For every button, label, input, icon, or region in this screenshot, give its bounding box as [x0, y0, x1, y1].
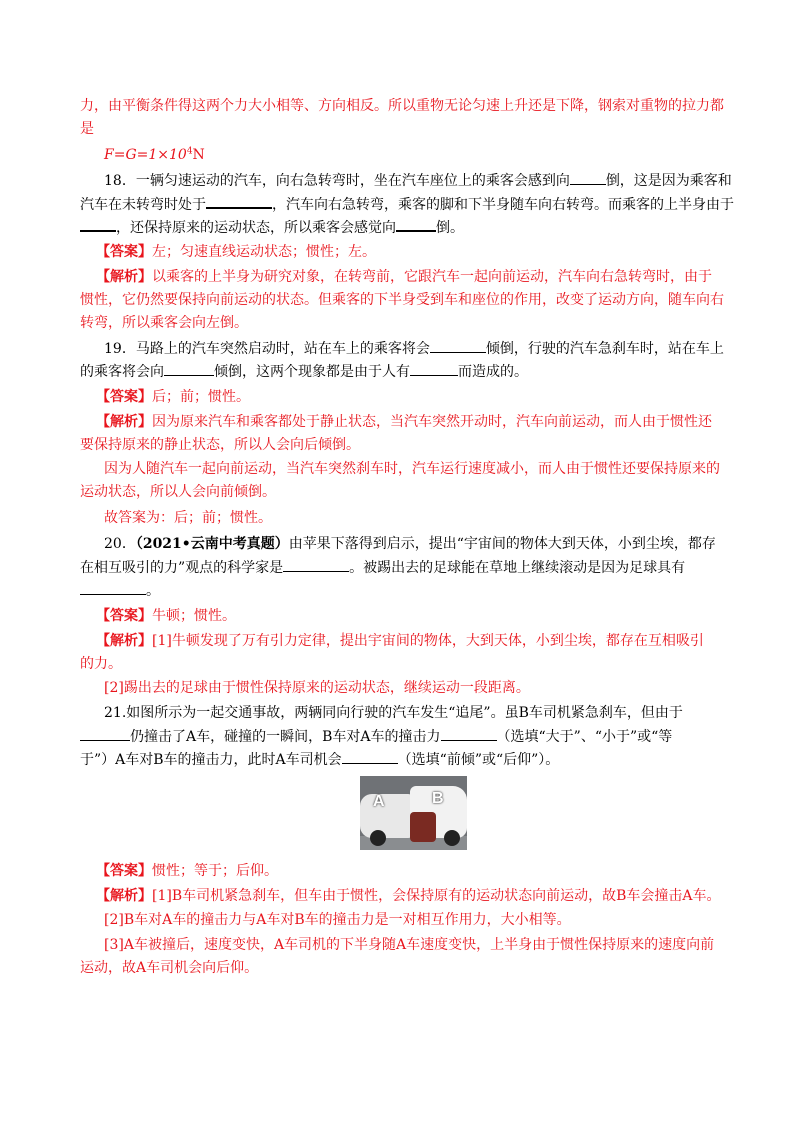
- q19-analysis-line-4: 运动状态，所以人会向前倾倒。: [80, 484, 276, 500]
- q18-answer: 【答案】左；匀速直线运动状态；惯性；左。: [96, 244, 376, 260]
- q17-analysis-line-1: 力，由平衡条件得这两个力大小相等、方向相反。所以重物无论匀速上升还是下降，钢索对重物的拉力都: [80, 98, 724, 114]
- car-a: [360, 794, 414, 838]
- q21-question-line-3: 于”）A车对B车的撞击力，此时A车司机会 （选填“前倾”或“后仰”）。: [80, 749, 559, 770]
- q20-analysis-line-1: 【解析】[1]牛顿发现了万有引力定律，提出宇宙间的物体，大到天体，小到尘埃，都存在互相吸引: [96, 633, 704, 649]
- q20-answer: 【答案】牛顿；惯性。: [96, 608, 236, 624]
- q19-analysis-line-1: 【解析】因为原来汽车和乘客都处于静止状态，当汽车突然开动时，汽车向前运动，而人由于惯性还: [96, 414, 712, 430]
- q17-analysis-line-2: 是: [80, 121, 94, 137]
- q20-blank-1[interactable]: [283, 557, 349, 572]
- q20-blank-2[interactable]: [80, 580, 146, 595]
- q21-analysis-line-2: [2]B车对A车的撞击力与A车对B车的撞击力是一对相互作用力，大小相等。: [104, 912, 571, 928]
- q20-analysis-line-2: 的力。: [80, 656, 122, 672]
- q18-question-line-2: 汽车在未转弯时处于 ，汽车向右急转弯，乘客的脚和下半身随车向右转弯。而乘客的上半身由于: [80, 193, 734, 215]
- q21-blank-1[interactable]: [80, 726, 130, 741]
- q21-analysis-line-3: [3]A车被撞后，速度变快，A车司机的下半身随A车速度变快，上半身由于惯性保持原来的速度向前: [104, 937, 715, 953]
- q19-analysis-line-3: 因为人随汽车一起向前运动，当汽车突然刹车时，汽车运行速度减小，而人由于惯性还要保持原来的: [104, 461, 720, 477]
- q21-question-line-1: 21.如图所示为一起交通事故，两辆同向行驶的汽车发生“追尾”。虽B车司机紧急刹车，但由于: [104, 705, 683, 721]
- q18-blank-2[interactable]: [206, 193, 272, 209]
- q21-analysis-line-4: 运动，故A车司机会向后仰。: [80, 960, 259, 976]
- q20-analysis-line-3: [2]踢出去的足球由于惯性保持原来的运动状态，继续运动一段距离。: [104, 680, 530, 696]
- q17-formula: $F=G=1\times 10^4N$: [104, 146, 205, 163]
- q21-analysis-line-1: 【解析】[1]B车司机紧急刹车，但车由于惯性，会保持原有的运动状态向前运动，故B车会撞击A车。: [96, 888, 721, 904]
- q21-question-line-2: 仍撞击了A车，碰撞的一瞬间，B车对A车的撞击力 （选填“大于”、“小于”或“等: [80, 726, 672, 747]
- q19-blank-2[interactable]: [164, 361, 214, 376]
- q20-question-line-3: 。: [80, 580, 160, 601]
- q20-question-line-2: 在相互吸引的力”观点的科学家是 。被踢出去的足球能在草地上继续滚动是因为足球具有: [80, 557, 685, 578]
- q18-blank-1[interactable]: [570, 170, 606, 185]
- q18-question-line-3: ，还保持原来的运动状态，所以乘客会感觉向 倒。: [80, 216, 464, 238]
- rear-end-collision-photo: [360, 776, 467, 850]
- q19-analysis-line-2: 要保持原来的静止状态，所以人会向后倾倒。: [80, 437, 360, 453]
- q18-analysis-line-3: 转弯，所以乘客会向左倒。: [80, 315, 248, 331]
- q19-question-line-2: 的乘客将会向 倾倒，这两个现象都是由于人有 而造成的。: [80, 361, 528, 382]
- car-a-wheel: [370, 830, 386, 846]
- q19-question-line-1: 19．马路上的汽车突然启动时，站在车上的乘客将会 倾倒，行驶的汽车急刹车时，站在车上: [104, 338, 724, 359]
- q18-blank-3[interactable]: [80, 216, 116, 232]
- q19-blank-1[interactable]: [430, 338, 486, 353]
- photo-label-b: B: [432, 790, 444, 807]
- q18-analysis-line-1: 【解析】以乘客的上半身为研究对象，在转弯前，它跟汽车一起向前运动，汽车向右急转弯时，由于: [96, 269, 712, 285]
- car-b-wheel: [444, 830, 460, 846]
- q18-analysis-line-2: 惯性，它仍然要保持向前运动的状态。但乘客的下半身受到车和座位的作用，改变了运动方向，随车向右: [80, 292, 724, 308]
- photo-label-a: A: [373, 793, 385, 810]
- q18-question-line-1: 18．一辆匀速运动的汽车，向右急转弯时，坐在汽车座位上的乘客会感到向 倒，这是因为乘客和: [104, 170, 732, 191]
- q18-blank-4[interactable]: [396, 216, 436, 232]
- q21-blank-3[interactable]: [342, 749, 398, 764]
- crash-damage: [410, 812, 436, 842]
- q19-blank-3[interactable]: [410, 361, 458, 376]
- q21-blank-2[interactable]: [441, 726, 497, 741]
- q20-question-line-1: 20．（2021•云南中考真题）由苹果下落得到启示，提出“宇宙间的物体大到天体，小到尘埃，都存: [104, 536, 716, 552]
- q21-answer: 【答案】惯性；等于；后仰。: [96, 863, 278, 879]
- q19-analysis-line-5: 故答案为：后；前；惯性。: [104, 510, 272, 526]
- q19-answer: 【答案】后；前；惯性。: [96, 389, 250, 405]
